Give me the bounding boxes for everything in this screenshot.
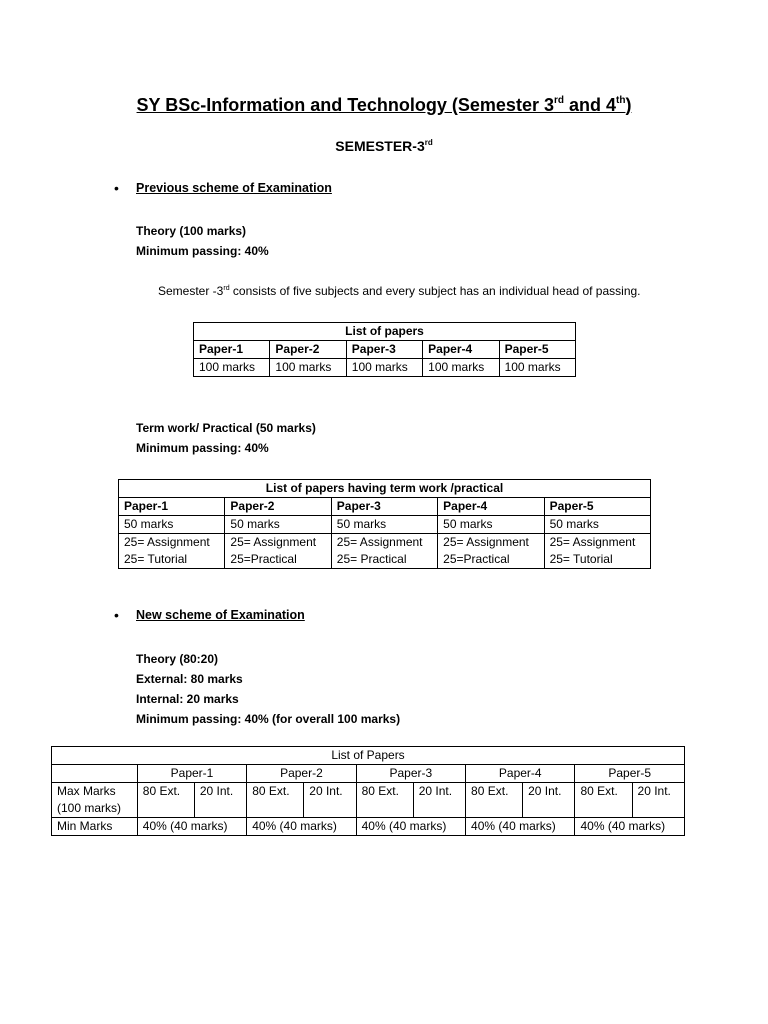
- semester-note: Semester -3rd consists of five subjects and every subject has an individual head of passing.: [158, 284, 641, 298]
- table-cell: 20 Int.: [304, 783, 356, 818]
- table-cell: 80 Ext.: [137, 783, 194, 818]
- table-header: Paper-5: [575, 765, 685, 783]
- table-cell: 80 Ext.: [575, 783, 632, 818]
- table-caption: List of papers: [194, 323, 576, 341]
- table-row-label: Min Marks: [52, 818, 138, 836]
- table-cell: 25= Assignment 25= Tutorial: [119, 534, 225, 569]
- table-header: Paper-1: [137, 765, 246, 783]
- table-cell: 20 Int.: [194, 783, 246, 818]
- table-header: Paper-5: [499, 341, 575, 359]
- table-cell: 25= Assignment 25=Practical: [225, 534, 331, 569]
- internal-marks: Internal: 20 marks: [136, 692, 239, 706]
- table-cell: 40% (40 marks): [356, 818, 465, 836]
- page-title: SY BSc-Information and Technology (Semester 3rd and 4th): [136, 95, 632, 115]
- bullet-icon: •: [114, 607, 119, 623]
- table-cell: 40% (40 marks): [247, 818, 356, 836]
- table-header: Paper-2: [247, 765, 356, 783]
- table-cell: 20 Int.: [523, 783, 575, 818]
- table-header: Paper-5: [544, 498, 650, 516]
- previous-scheme-heading: Previous scheme of Examination: [136, 181, 332, 195]
- table-cell: 25= Assignment 25= Practical: [331, 534, 437, 569]
- new-min-passing: Minimum passing: 40% (for overall 100 marks): [136, 712, 401, 726]
- table-cell: 40% (40 marks): [466, 818, 575, 836]
- table-cell: 25= Assignment 25= Tutorial: [544, 534, 650, 569]
- new-scheme-heading: New scheme of Examination: [136, 608, 305, 622]
- table-header: Paper-4: [466, 765, 575, 783]
- table-header: Paper-4: [423, 341, 499, 359]
- bullet-icon: •: [114, 180, 119, 196]
- table-header: Paper-1: [119, 498, 225, 516]
- table-header: Paper-3: [346, 341, 422, 359]
- table-cell: 50 marks: [544, 516, 650, 534]
- table-cell: 80 Ext.: [466, 783, 523, 818]
- table-cell: 50 marks: [331, 516, 437, 534]
- semester-heading: SEMESTER-3rd: [335, 138, 433, 154]
- table-cell: 100 marks: [194, 359, 270, 377]
- table-cell: 25= Assignment 25=Practical: [438, 534, 544, 569]
- table-cell: 20 Int.: [413, 783, 465, 818]
- table-cell: 50 marks: [119, 516, 225, 534]
- term-work-min-passing: Minimum passing: 40%: [136, 441, 269, 455]
- external-marks: External: 80 marks: [136, 672, 243, 686]
- table-cell: [52, 765, 138, 783]
- term-work-table: [118, 479, 651, 569]
- table-cell: 80 Ext.: [247, 783, 304, 818]
- table-cell: 50 marks: [225, 516, 331, 534]
- table-cell: 100 marks: [270, 359, 346, 377]
- table-caption: List of papers having term work /practical: [119, 480, 651, 498]
- table-header: Paper-4: [438, 498, 544, 516]
- table-cell: 40% (40 marks): [137, 818, 246, 836]
- table-cell: 20 Int.: [632, 783, 684, 818]
- term-work-marks: Term work/ Practical (50 marks): [136, 421, 316, 435]
- table-cell: 100 marks: [499, 359, 575, 377]
- papers-table: [193, 322, 576, 377]
- table-cell: 80 Ext.: [356, 783, 413, 818]
- table-header: Paper-2: [225, 498, 331, 516]
- table-cell: 40% (40 marks): [575, 818, 685, 836]
- table-header: Paper-1: [194, 341, 270, 359]
- new-theory: Theory (80:20): [136, 652, 219, 666]
- theory-min-passing: Minimum passing: 40%: [136, 244, 269, 258]
- new-scheme-table: [51, 746, 685, 836]
- table-header: Paper-3: [331, 498, 437, 516]
- table-cell: 50 marks: [438, 516, 544, 534]
- table-row-label: Max Marks (100 marks): [52, 783, 138, 818]
- table-header: Paper-3: [356, 765, 465, 783]
- table-cell: 100 marks: [346, 359, 422, 377]
- table-header: Paper-2: [270, 341, 346, 359]
- table-cell: 100 marks: [423, 359, 499, 377]
- theory-marks: Theory (100 marks): [136, 224, 247, 238]
- table-caption: List of Papers: [52, 747, 685, 765]
